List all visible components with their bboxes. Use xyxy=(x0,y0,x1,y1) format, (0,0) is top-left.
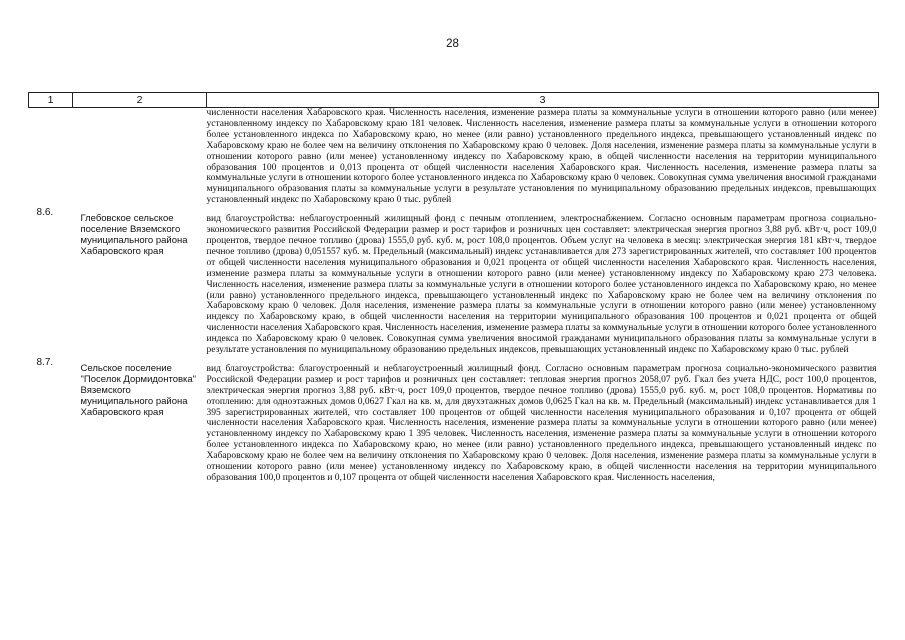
row-number: 8.6. xyxy=(36,207,54,219)
municipality-name: Глебовское сельское поселение Вяземского муниципального района Хабаровского края xyxy=(80,213,188,257)
table-row xyxy=(29,356,879,484)
page-number: 28 xyxy=(446,38,459,50)
column-header-1: 1 xyxy=(29,93,73,108)
column-header-3: 3 xyxy=(207,93,879,108)
table-row xyxy=(29,108,879,207)
table-row xyxy=(29,206,879,356)
row-description: вид благоустройства: благоустроенный и неблагоустроенный жилищный фонд. Согласно основным параметрам прогноза социально-экономического развития Российской Федерации размер и рост тарифов и розничных цен составляет: тепловая энергия прогноз 2058,07 руб. Гкал без учета НДС, рост 100,0 процентов, электрическая энергия прогноз 3,88 руб. кВт·ч, рост 109,0 процентов, твердое печное топливо (дрова) 1555,0 руб. куб. м, рост 108,0 процентов. Нормативы по отоплению: для одноэтажных домов 0,0627 Гкал на кв. м, для двухэтажных домов 0,0625 Гкал на кв. м. Предельный (максимальный) индекс устанавливается для 1 395 зарегистрированных жителей, что составляет 100 процентов от общей численности населения муниципального образования и 0,107 процента от общей численности населения Хабаровского края. Численность населения, изменение размера платы за коммунальные услуги в отношении которого равно (или менее) установленному индексу по Хабаровскому краю 1 395 человек. Численность населения, изменение размера платы за коммунальные услуги в отношении которого более установленного индекса по Хабаровскому краю, но менее (или равно) установленного предельного индекса, превышающего установленный индекс по Хабаровскому краю не более чем на величину отклонения по Хабаровскому краю 0 человек. Доля населения, изменение размера платы за коммунальные услуги в отношении которого равно (или менее) установленному индексу по Хабаровскому краю, в общей численности населения на территории муниципального образования 100,0 процентов и 0,107 процента от общей численности населения Хабаровского края. Численность населения, xyxy=(206,363,877,483)
row-number xyxy=(29,108,73,207)
row-number: 8.7. xyxy=(36,356,54,368)
column-header-2: 2 xyxy=(73,93,207,108)
table-header-row xyxy=(29,93,879,108)
municipality-name xyxy=(73,108,207,207)
row-description: вид благоустройства: неблагоустроенный жилищный фонд с печным отоплением, электроснабжением. Согласно основным параметрам прогноза социально-экономического развития Российской Федерации размер и рост тарифов и розничных цен составляет: электрическая энергия прогноз 3,88 руб. кВт·ч, рост 109,0 процентов, твердое печное топливо (дрова) 1555,0 руб. куб. м, рост 108,0 процентов. Объем услуг на человека в месяц: электрическая энергия 181 кВт·ч, твердое печное топливо (дрова) 0,051557 куб. м. Предельный (максимальный) индекс устанавливается для 273 зарегистрированных жителей, что составляет 100 процентов от общей численности населения муниципального образования и 0,021 процента от общей численности населения Хабаровского края. Численность населения, изменение размера платы за коммунальные услуги в отношении которого равно (или менее) установленному индексу по Хабаровскому краю 273 человека. Численность населения, изменение размера платы за коммунальные услуги в отношении которого более установленного индекса по Хабаровскому краю, но менее (или равно) установленного предельного индекса, превышающего установленный индекс по Хабаровскому краю не более чем на величину отклонения по Хабаровскому краю 0 человек. Доля населения, изменение размера платы за коммунальные услуги в отношении которого равно (или менее) установленному индексу по Хабаровскому краю, в общей численности населения на территории муниципального образования 100 процентов и 0,021 процента от общей численности населения Хабаровского края. Численность населения, изменение размера платы за коммунальные услуги в отношении которого более установленного индекса по Хабаровскому краю 0 человек. Совокупная сумма увеличения вносимой гражданами муниципального образования платы за коммунальные услуги в результате установления по муниципальному образованию предельных индексов, превышающих установленный индекс по Хабаровскому краю 0 тыс. рублей xyxy=(206,214,877,356)
row-description: численности населения Хабаровского края. Численность населения, изменение размера платы за коммунальные услуги в отношении которого равно (или менее) установленному индексу по Хабаровскому краю 181 человек. Численность населения, изменение размера платы за коммунальные услуги в отношении которого более установленного индекса по Хабаровскому краю, но менее (или равно) установленного предельного индекса, превышающего установленный индекс по Хабаровскому краю не более чем на величину отклонения по Хабаровскому краю 0 человек. Доля населения, изменение размера платы за коммунальные услуги в отношении которого равно (или менее) установленному индексу по Хабаровскому краю, в общей численности населения на территории муниципального образования 100 процентов и 0,013 процента от общей численности населения Хабаровского края. Численность населения, изменение размера платы за коммунальные услуги в отношении которого более установленного индекса по Хабаровскому краю 0 человек. Совокупная сумма увеличения вносимой гражданами муниципального образования платы за коммунальные услуги в результате установления по муниципальному образованию предельных индексов, превышающих установленный индекс по Хабаровскому краю 0 тыс. рублей xyxy=(206,108,877,206)
municipality-name: Сельское поселение "Поселок Дормидонтовка" Вяземского муниципального района Хабаровского края xyxy=(80,362,197,418)
tariff-index-table xyxy=(28,92,879,484)
